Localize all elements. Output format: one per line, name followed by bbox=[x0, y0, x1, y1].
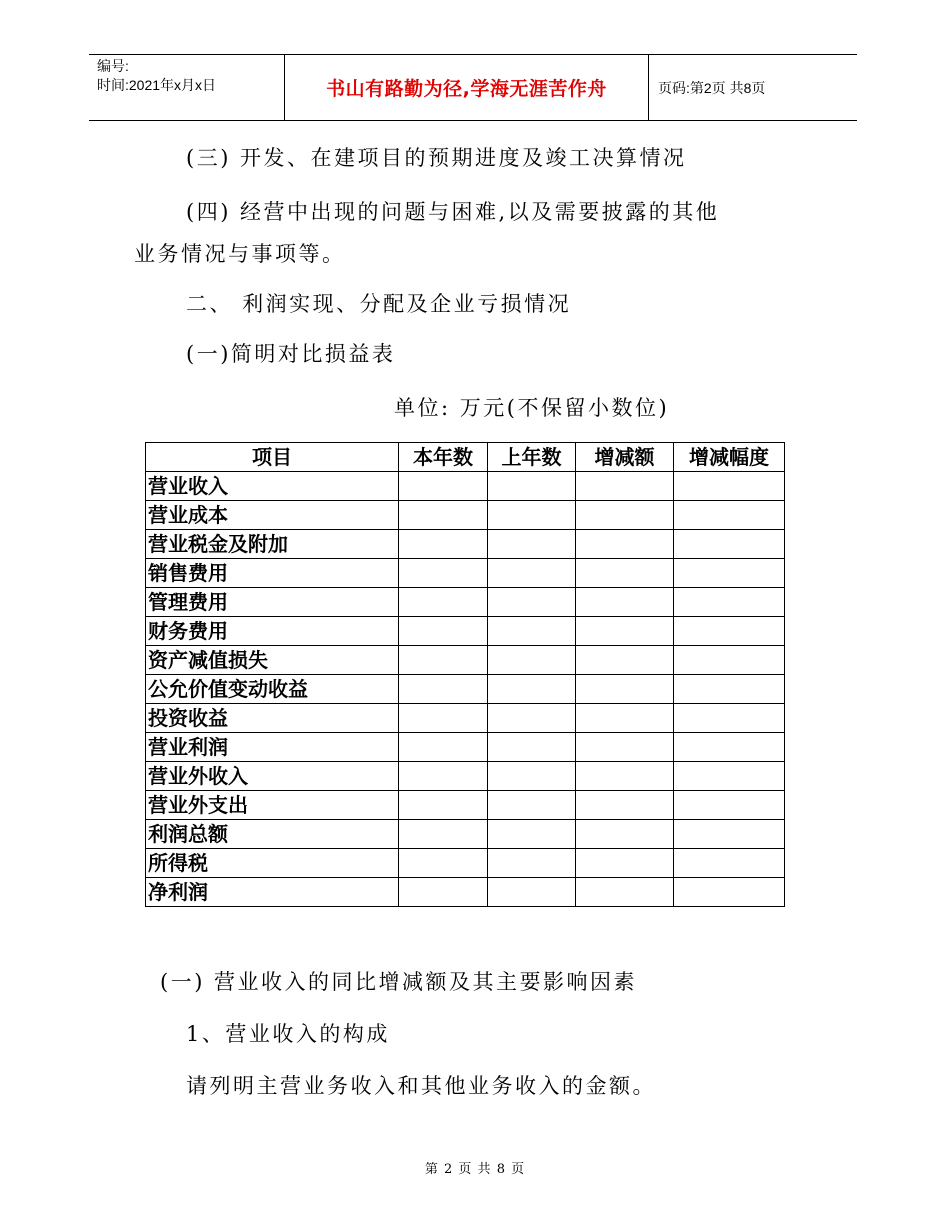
row-label: 营业收入 bbox=[146, 472, 399, 501]
table-cell-empty bbox=[488, 849, 576, 878]
table-header-row bbox=[146, 443, 785, 472]
table-cell-empty bbox=[488, 472, 576, 501]
table-cell-empty bbox=[674, 472, 785, 501]
row-label: 管理费用 bbox=[146, 588, 399, 617]
row-label: 资产减值损失 bbox=[146, 646, 399, 675]
table-cell-empty bbox=[488, 501, 576, 530]
table-row bbox=[146, 820, 785, 849]
table-row bbox=[146, 472, 785, 501]
section-heading-3: (三) 开发、在建项目的预期进度及竣工决算情况 bbox=[186, 146, 687, 170]
row-label: 营业成本 bbox=[146, 501, 399, 530]
row-label: 投资收益 bbox=[146, 704, 399, 733]
table-cell-empty bbox=[399, 704, 488, 733]
chapter-heading-2: 二、 利润实现、分配及企业亏损情况 bbox=[186, 292, 572, 316]
table-cell-empty bbox=[576, 617, 674, 646]
table-cell-empty bbox=[674, 530, 785, 559]
header-page-info: 页码:第2页 共8页 bbox=[658, 80, 766, 96]
table-row bbox=[146, 704, 785, 733]
table-cell-empty bbox=[399, 878, 488, 907]
table-cell-empty bbox=[399, 617, 488, 646]
table-cell-empty bbox=[674, 878, 785, 907]
table-cell-empty bbox=[576, 675, 674, 704]
table-row bbox=[146, 501, 785, 530]
table-cell-empty bbox=[576, 762, 674, 791]
table-cell-empty bbox=[488, 878, 576, 907]
table-row bbox=[146, 559, 785, 588]
column-header-change-rate: 增减幅度 bbox=[674, 443, 785, 472]
table-cell-empty bbox=[576, 733, 674, 762]
table-row bbox=[146, 675, 785, 704]
section-heading-4-line2: 业务情况与事项等。 bbox=[134, 242, 346, 266]
table-cell-empty bbox=[399, 791, 488, 820]
row-label: 营业外支出 bbox=[146, 791, 399, 820]
table-cell-empty bbox=[674, 675, 785, 704]
table-row bbox=[146, 646, 785, 675]
table-cell-empty bbox=[576, 878, 674, 907]
instruction-text: 请列明主营业务收入和其他业务收入的金额。 bbox=[186, 1074, 656, 1098]
header-top-rule bbox=[89, 54, 857, 55]
row-label: 营业税金及附加 bbox=[146, 530, 399, 559]
table-cell-empty bbox=[399, 646, 488, 675]
table-cell-empty bbox=[674, 791, 785, 820]
row-label: 所得税 bbox=[146, 849, 399, 878]
table-cell-empty bbox=[488, 704, 576, 733]
row-label: 财务费用 bbox=[146, 617, 399, 646]
row-label: 销售费用 bbox=[146, 559, 399, 588]
table-row bbox=[146, 530, 785, 559]
item-heading-revenue-composition: 1、营业收入的构成 bbox=[186, 1022, 390, 1046]
table-row bbox=[146, 791, 785, 820]
table-row bbox=[146, 762, 785, 791]
table-cell-empty bbox=[399, 501, 488, 530]
table-cell-empty bbox=[399, 733, 488, 762]
table-cell-empty bbox=[399, 762, 488, 791]
table-cell-empty bbox=[488, 733, 576, 762]
table-row bbox=[146, 617, 785, 646]
row-label: 净利润 bbox=[146, 878, 399, 907]
table-cell-empty bbox=[576, 704, 674, 733]
table-cell-empty bbox=[399, 530, 488, 559]
table-cell-empty bbox=[674, 733, 785, 762]
table-cell-empty bbox=[488, 559, 576, 588]
column-header-current-year: 本年数 bbox=[399, 443, 488, 472]
header-number-label: 编号: bbox=[97, 58, 129, 74]
table-cell-empty bbox=[674, 559, 785, 588]
table-cell-empty bbox=[576, 559, 674, 588]
table-row bbox=[146, 588, 785, 617]
table-cell-empty bbox=[674, 646, 785, 675]
table-cell-empty bbox=[399, 472, 488, 501]
header-divider-right bbox=[648, 55, 649, 120]
table-row bbox=[146, 878, 785, 907]
table-cell-empty bbox=[674, 820, 785, 849]
section-heading-4-line1: (四) 经营中出现的问题与困难,以及需要披露的其他 bbox=[186, 200, 720, 224]
table-cell-empty bbox=[576, 646, 674, 675]
table-cell-empty bbox=[488, 675, 576, 704]
table-cell-empty bbox=[488, 791, 576, 820]
row-label: 公允价值变动收益 bbox=[146, 675, 399, 704]
row-label: 营业利润 bbox=[146, 733, 399, 762]
table-cell-empty bbox=[576, 791, 674, 820]
page-footer: 第 2 页 共 8 页 bbox=[424, 1162, 526, 1177]
table-cell-empty bbox=[488, 617, 576, 646]
table-cell-empty bbox=[576, 530, 674, 559]
table-cell-empty bbox=[399, 559, 488, 588]
header-bottom-rule bbox=[89, 120, 857, 121]
subsection-heading-revenue-change: (一) 营业收入的同比增减额及其主要影响因素 bbox=[160, 970, 638, 994]
table-cell-empty bbox=[674, 588, 785, 617]
table-cell-empty bbox=[674, 617, 785, 646]
unit-note: 单位: 万元(不保留小数位) bbox=[394, 396, 670, 420]
table-cell-empty bbox=[488, 762, 576, 791]
subsection-heading-income-table: (一)简明对比损益表 bbox=[186, 342, 396, 366]
column-header-prior-year: 上年数 bbox=[488, 443, 576, 472]
table-row bbox=[146, 849, 785, 878]
header-motto: 书山有路勤为径,学海无涯苦作舟 bbox=[326, 78, 607, 100]
row-label: 利润总额 bbox=[146, 820, 399, 849]
table-cell-empty bbox=[576, 472, 674, 501]
column-header-change-amount: 增减额 bbox=[576, 443, 674, 472]
column-header-item: 项目 bbox=[146, 443, 399, 472]
table-cell-empty bbox=[488, 820, 576, 849]
table-cell-empty bbox=[399, 849, 488, 878]
table-cell-empty bbox=[576, 820, 674, 849]
table-cell-empty bbox=[674, 762, 785, 791]
row-label: 营业外收入 bbox=[146, 762, 399, 791]
table-cell-empty bbox=[576, 588, 674, 617]
table-row bbox=[146, 733, 785, 762]
table-cell-empty bbox=[488, 530, 576, 559]
income-comparison-table bbox=[145, 442, 785, 907]
table-cell-empty bbox=[674, 704, 785, 733]
table-cell-empty bbox=[674, 501, 785, 530]
table-cell-empty bbox=[674, 849, 785, 878]
header-time-label: 时间:2021年x月x日 bbox=[97, 77, 217, 93]
table-cell-empty bbox=[576, 501, 674, 530]
table-cell-empty bbox=[488, 588, 576, 617]
table-cell-empty bbox=[488, 646, 576, 675]
table-cell-empty bbox=[399, 675, 488, 704]
table-cell-empty bbox=[576, 849, 674, 878]
table-cell-empty bbox=[399, 820, 488, 849]
table-cell-empty bbox=[399, 588, 488, 617]
